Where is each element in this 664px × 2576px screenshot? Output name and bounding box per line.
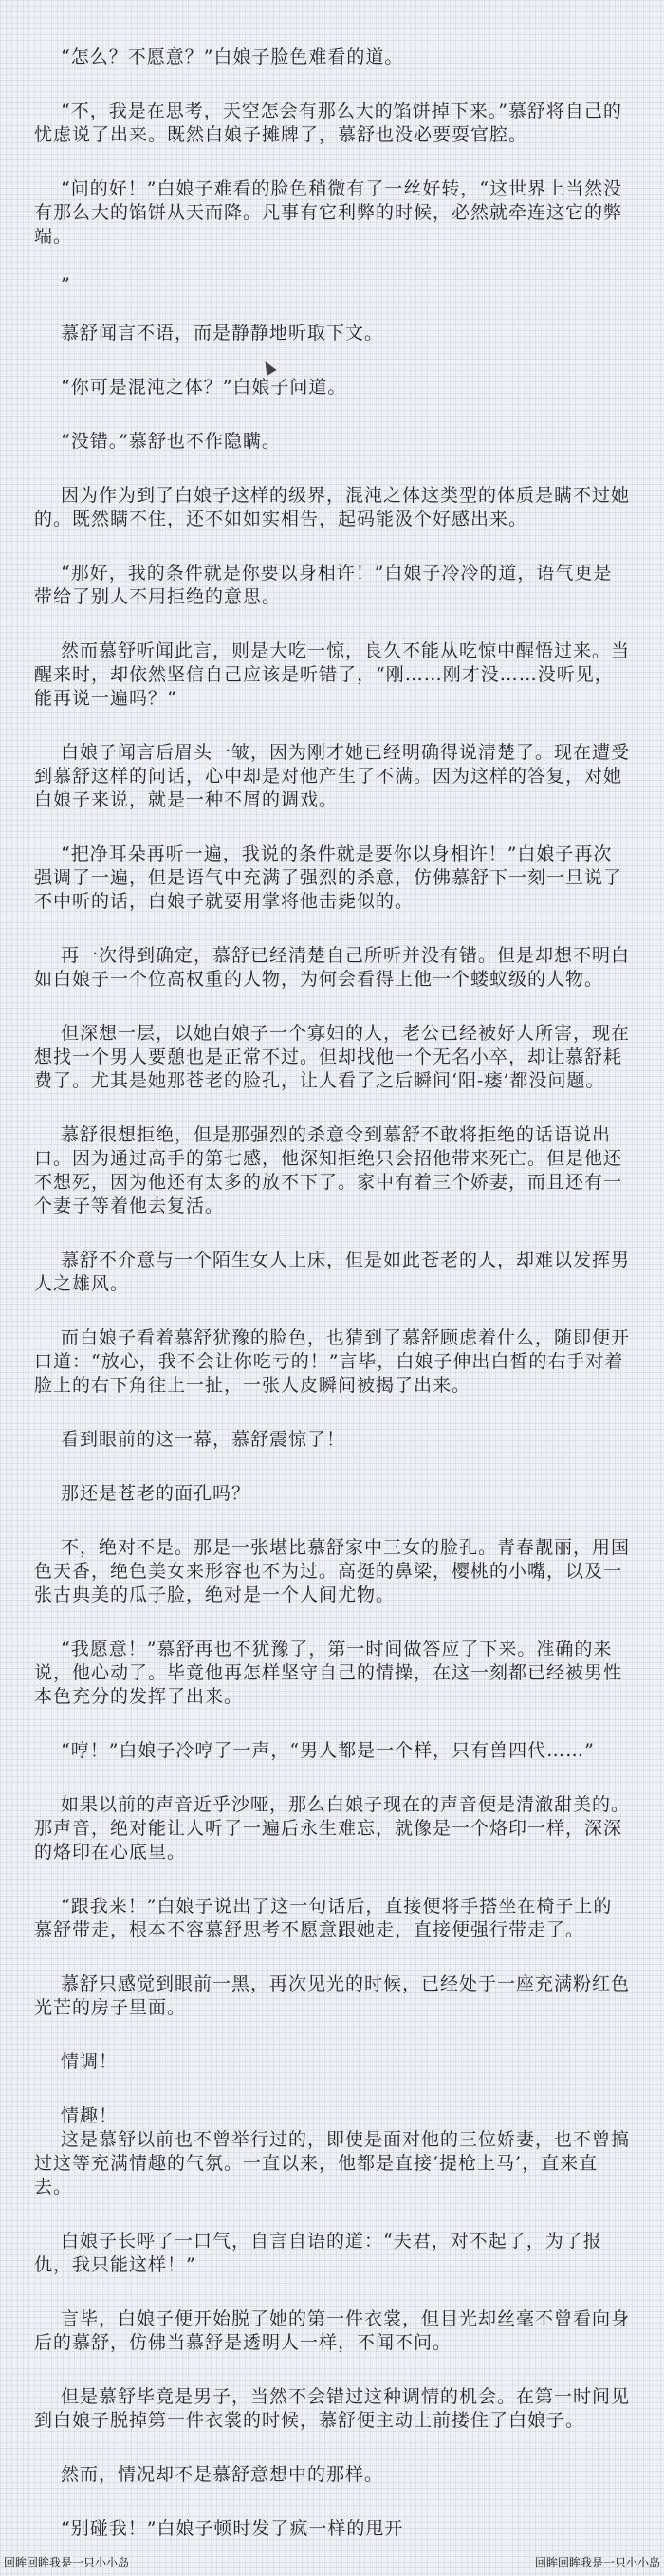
- paragraph: “那好，我的条件就是你要以身相许！”白娘子冷冷的道，语气更是带给了别人不用拒绝的意思。: [34, 563, 613, 607]
- paragraph: “跟我来！”白娘子说出了这一句话后，直接便将手搭坐在椅子上的慕舒带走，根本不容慕舒思考不愿意跟她走，直接便强行带走了。: [34, 1896, 613, 1940]
- paragraph: 然而，情况却不是慕舒意想中的那样。: [61, 2464, 384, 2485]
- paragraph: 慕舒只感觉到眼前一黑，再次见光的时候，已经处于一座充满粉红色光芒的房子里面。: [34, 1974, 631, 2018]
- paragraph: “别碰我！”白娘子顿时发了疯一样的甩开: [61, 2518, 404, 2539]
- paragraph: 因为作为到了白娘子这样的级界，混沌之体这类型的体质是瞒不过她的。既然瞒不住，还不如如实相告，起码能汲个好感出来。: [34, 485, 631, 529]
- paragraph: 情调！: [61, 2051, 119, 2072]
- paragraph: 再一次得到确定，慕舒已经清楚自己所听并没有错。但是却想不明白如白娘子一个位高权重的人物，为何会看得上他一个蝼蚁级的人物。: [34, 945, 631, 990]
- paragraph: ”: [61, 274, 71, 295]
- paragraph: 看到眼前的这一幕，慕舒震惊了！: [61, 1429, 346, 1450]
- paragraph: 如果以前的声音近乎沙哑，那么白娘子现在的声音便是清澈甜美的。那声音，绝对能让人听了一遍后永生难忘，就像是一个烙印一样，深深的烙印在心底里。: [34, 1794, 631, 1863]
- paragraph: “哼！”白娘子冷哼了一声，“男人都是一个样，只有兽四代……”: [61, 1740, 595, 1761]
- paragraph: 白娘子闻言后眉头一皱，因为刚才她已经明确得说清楚了。现在遭受到慕舒这样的问话，心中却是对他产生了不满。因为这样的答复，对她白娘子来说，就是一种不屑的调戏。: [34, 742, 631, 810]
- paragraph: 但深想一层，以她白娘子一个寡妇的人，老公已经被好人所害，现在想找一个男人要憩也是正常不过。但却找他一个无名小卒，却让慕舒耗费了。尤其是她那苍老的脸孔，让人看了之后瞬间‘阳-痿’都没问题。: [34, 1023, 631, 1091]
- paragraph: 情趣！: [61, 2105, 119, 2126]
- paragraph: 然而慕舒听闻此言，则是大吃一惊，良久不能从吃惊中醒悟过来。当醒来时，却依然坚信自己应该是听错了，“刚……刚才没……没听见，能再说一遍吗？”: [34, 640, 631, 709]
- paragraph: 但是慕舒毕竟是男子，当然不会错过这种调情的机会。在第一时间见到白娘子脱掉第一件衣裳的时候，慕舒便主动上前搂住了白娘子。: [34, 2386, 631, 2431]
- paragraph: “我愿意！”慕舒再也不犹豫了，第一时间做答应了下来。准确的来说，他心动了。毕竟他再怎样坚守自己的情操，在这一刻都已经被男性本色充分的发挥了出来。: [34, 1639, 623, 1707]
- paragraph: “把净耳朵再听一遍，我说的条件就是要你以身相许！”白娘子再次强调了一遍，但是语气中充满了强烈的杀意，仿佛慕舒下一刻一旦说了不中听的话，白娘子就要用掌将他击毙似的。: [34, 843, 623, 912]
- paragraph: 慕舒闻言不语，而是静静地听取下文。: [61, 323, 384, 343]
- paragraph: 言毕，白娘子便开始脱了她的第一件衣裳，但目光却丝毫不曾看向身后的慕舒，仿佛当慕舒是透明人一样，不闻不问。: [34, 2308, 631, 2353]
- paragraph: 慕舒很想拒绝，但是那强烈的杀意令到慕舒不敢将拒绝的话语说出口。因为通过高手的第七感，他深知拒绝只会招他带来死亡。但是他还不想死，因为他还有太多的放不下了。家中有着三个娇妻，而且还有一个妻子等着他去复活。: [34, 1124, 623, 1216]
- paragraph: 而白娘子看着慕舒犹豫的脸色，也猜到了慕舒顾虑着什么，随即便开口道：“放心，我不会让你吃亏的！”言毕，白娘子伸出白皙的右手对着脸上的右下角往上一扯，一张人皮瞬间被揭了出来。: [34, 1327, 631, 1396]
- paragraph: 白娘子长呼了一口气，自言自语的道：“夫君，对不起了，为了报仇，我只能这样！”: [34, 2231, 602, 2275]
- paragraph: “问的好！”白娘子难看的脸色稍微有了一丝好转，“这世界上当然没有那么大的馅饼从天而降。凡事有它利弊的时候，必然就牵连这它的弊端。: [34, 178, 623, 247]
- paragraph: 慕舒不介意与一个陌生女人上床，但是如此苍老的人，却难以发挥男人之雄风。: [34, 1250, 631, 1294]
- paragraph: 那还是苍老的面孔吗？: [61, 1483, 251, 1504]
- watermark-right: 回眸回眸我是一只小小岛: [534, 2556, 660, 2569]
- paragraph: 不，绝对不是。那是一张堪比慕舒家中三女的脸孔。青春靓丽，用国色天香，绝色美女来形容也不为过。高挺的鼻梁，樱桃的小嘴，以及一张古典美的瓜子脸，绝对是一个人间尤物。: [34, 1537, 631, 1605]
- watermark-left: 回眸回眸我是一只小小岛: [4, 2556, 130, 2569]
- paragraph: “怎么？不愿意？”白娘子脸色难看的道。: [61, 46, 404, 67]
- paragraph: “你可是混沌之体？”白娘子问道。: [61, 377, 347, 398]
- paragraph: “不，我是在思考，天空怎会有那么大的馅饼掉下来。”慕舒将自己的忧虑说了出来。既然白娘子摊牌了，慕舒也没必要耍官腔。: [34, 101, 622, 145]
- paragraph: “没错。”慕舒也不作隐瞒。: [61, 431, 281, 452]
- paragraph: 这是慕舒以前也不曾举行过的，即使是面对他的三位娇妻，也不曾搞过这等充满情趣的气氛。一直以来，他都是直接‘提枪上马’，直来直去。: [34, 2129, 631, 2197]
